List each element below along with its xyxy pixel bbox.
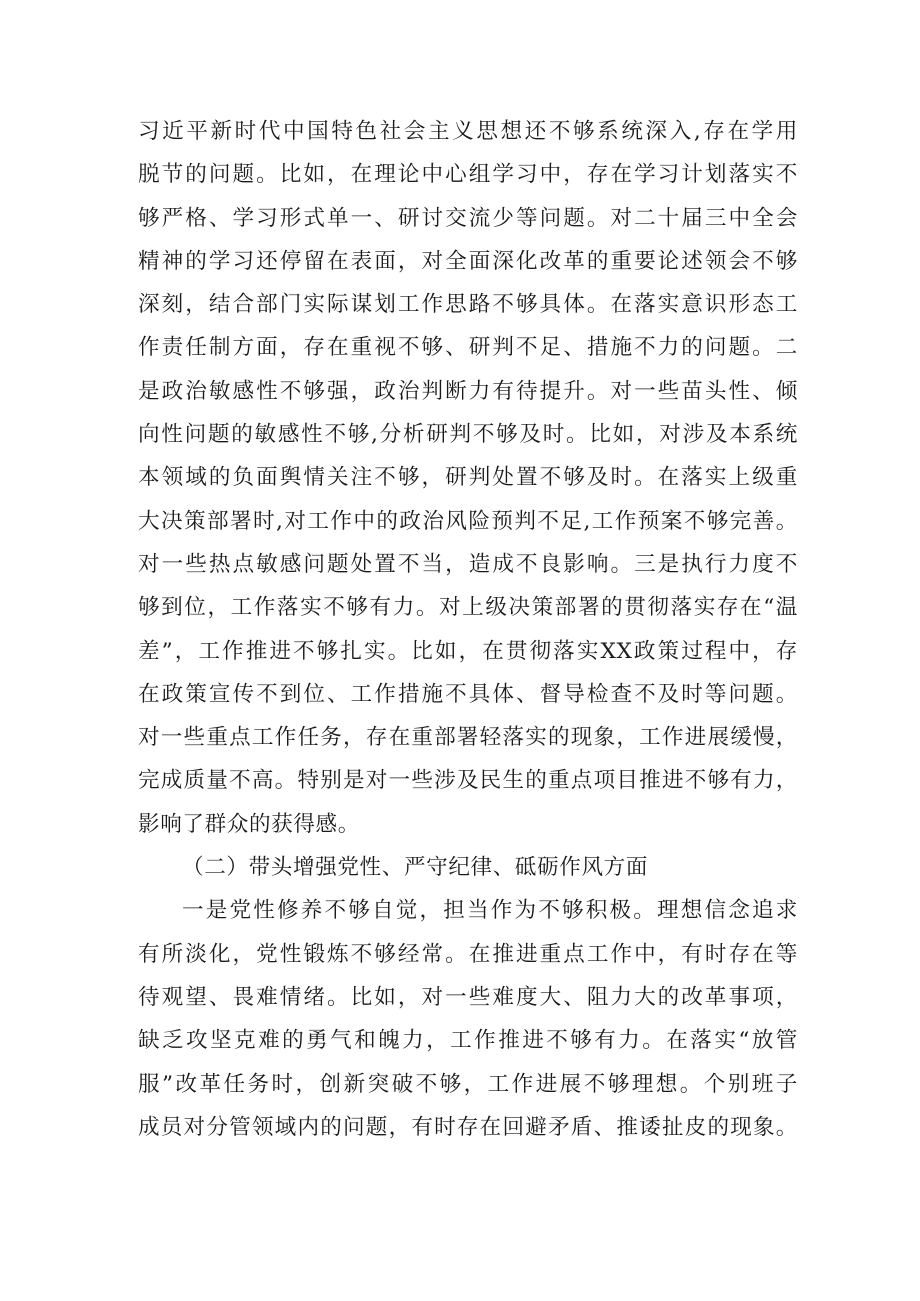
paragraph-line: 成员对分管领域内的问题，有时存在回避矛盾、推诿扯皮的现象。 [138,1114,798,1140]
paragraph-line: 服”改革任务时，创新突破不够，工作进展不够理想。个别班子 [138,1071,798,1097]
paragraph-line: 本领域的负面舆情关注不够，研判处置不够及时。在落实上级重 [138,465,798,491]
paragraph-line: 缺乏攻坚克难的勇气和魄力，工作推进不够有力。在落实“放管 [138,1028,798,1054]
paragraph-line: 习近平新时代中国特色社会主义思想还不够系统深入,存在学用 [138,119,798,144]
paragraph-line: 对一些重点工作任务，存在重部署轻落实的现象，工作进展缓慢， [138,725,798,751]
paragraph-line: 在政策宣传不到位、工作措施不具体、督导检查不及时等问题。 [138,681,798,707]
body-text [138,110,798,1149]
paragraph-line: 精神的学习还停留在表面，对全面深化改革的重要论述领会不够 [138,248,798,274]
paragraph-line: 够严格、学习形式单一、研讨交流少等问题。对二十届三中全会 [138,205,798,231]
section-heading: （二）带头增强党性、严守纪律、砥砺作风方面 [182,855,649,881]
paragraph-line: 待观望、畏难情绪。比如，对一些难度大、阻力大的改革事项， [138,984,798,1010]
paragraph-line: 是政治敏感性不够强，政治判断力有待提升。对一些苗头性、倾 [138,378,798,404]
paragraph-line: 脱节的问题。比如，在理论中心组学习中，存在学习计划落实不 [138,162,798,188]
paragraph-line: 深刻，结合部门实际谋划工作思路不够具体。在落实意识形态工 [138,292,798,318]
paragraph-line: 作责任制方面，存在重视不够、研判不足、措施不力的问题。二 [138,335,798,361]
paragraph-line: 影响了群众的获得感。 [138,811,360,837]
paragraph-line: 对一些热点敏感问题处置不当，造成不良影响。三是执行力度不 [138,551,798,577]
paragraph-line: 大决策部署时,对工作中的政治风险预判不足,工作预案不够完善。 [138,508,798,534]
paragraph-line: 完成质量不高。特别是对一些涉及民生的重点项目推进不够有力， [138,768,798,794]
paragraph-line: 有所淡化，党性锻炼不够经常。在推进重点工作中，有时存在等 [138,941,798,967]
paragraph-line: 一是党性修养不够自觉，担当作为不够积极。理想信念追求 [182,898,798,924]
paragraph-line: 向性问题的敏感性不够,分析研判不够及时。比如，对涉及本系统 [138,422,798,448]
paragraph-line: 够到位，工作落实不够有力。对上级决策部署的贯彻落实存在“温 [138,595,798,621]
paragraph-line: 差”，工作推进不够扎实。比如，在贯彻落实XX政策过程中，存 [138,638,798,664]
